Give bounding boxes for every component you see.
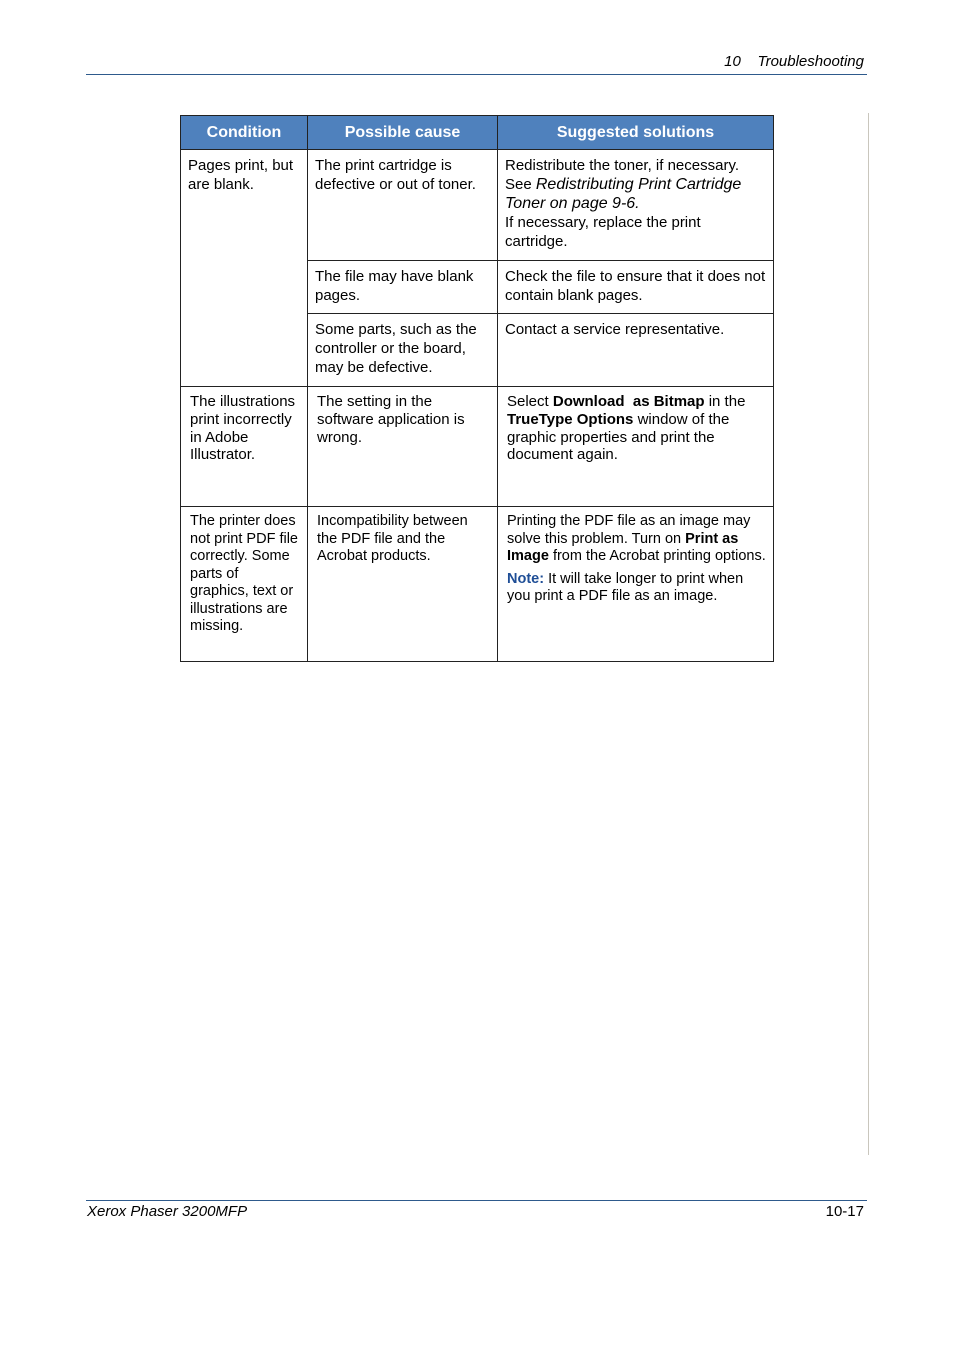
solution-text: from the Acrobat printing options.	[548, 548, 766, 564]
cause-cell: The print cartridge is defective or out of toner.	[308, 150, 498, 261]
solution-text: Select	[507, 393, 553, 410]
print-as-image-option: Print as Image	[507, 530, 739, 564]
chapter-number: 10	[724, 53, 741, 70]
note-text: It will take longer to print when you print a PDF file as an image.	[507, 570, 744, 604]
table-row	[181, 387, 774, 507]
solution-cell: Check the file to ensure that it does not contain blank pages.	[498, 261, 774, 314]
table-row	[181, 507, 774, 662]
cause-cell: The setting in the software application is wrong.	[308, 387, 498, 507]
condition-cell: The printer does not print PDF file correctly. Some parts of graphics, text or illustrations are missing.	[181, 507, 308, 662]
cross-reference	[505, 175, 766, 213]
solution-cell	[498, 150, 774, 261]
table-row	[181, 150, 774, 261]
solution-cell	[498, 507, 774, 662]
solution-text: window of the graphic properties and print the document again.	[507, 410, 730, 464]
footer-product-name: Xerox Phaser 3200MFP	[87, 1203, 248, 1220]
footer-page-number: 10-17	[825, 1203, 864, 1220]
chapter-title: Troubleshooting	[757, 53, 864, 70]
truetype-options-label: TrueType Options	[507, 410, 634, 428]
troubleshooting-table	[180, 115, 774, 662]
download-as-bitmap-option: Download as Bitmap	[552, 393, 705, 410]
condition-cell: The illustrations print incorrectly in Adobe Illustrator.	[181, 387, 308, 507]
note-label: Note:	[507, 570, 545, 587]
column-header-suggested-solutions: Suggested solutions	[498, 116, 774, 150]
cause-cell: Incompatibility between the PDF file and the Acrobat products.	[308, 507, 498, 662]
solution-text: If necessary, replace the print cartridge.	[505, 214, 701, 250]
footer-rule	[86, 1200, 867, 1201]
side-rule	[868, 113, 869, 1155]
table-row	[181, 314, 774, 387]
see-prefix: See	[505, 176, 536, 193]
solution-text: Printing the PDF file as an image may solve this problem. Turn on	[507, 513, 751, 547]
table-header-row	[181, 116, 774, 150]
table-row	[181, 261, 774, 314]
cause-cell: Some parts, such as the controller or the board, may be defective.	[308, 314, 498, 387]
cross-reference-link[interactable]: Redistributing Print Cartridge Toner on page 9-6.	[505, 176, 742, 212]
condition-cell: Pages print, but are blank.	[181, 150, 308, 261]
header-rule	[86, 74, 867, 75]
column-header-possible-cause: Possible cause	[308, 116, 498, 150]
column-header-condition: Condition	[181, 116, 308, 150]
running-header	[724, 53, 864, 70]
solution-cell: Contact a service representative.	[498, 314, 774, 387]
condition-cell-continued	[181, 314, 308, 387]
solution-text: in the	[704, 393, 746, 410]
solution-text: Redistribute the toner, if necessary.	[505, 157, 740, 174]
cause-cell: The file may have blank pages.	[308, 261, 498, 314]
solution-cell	[498, 387, 774, 507]
condition-cell-continued	[181, 261, 308, 314]
